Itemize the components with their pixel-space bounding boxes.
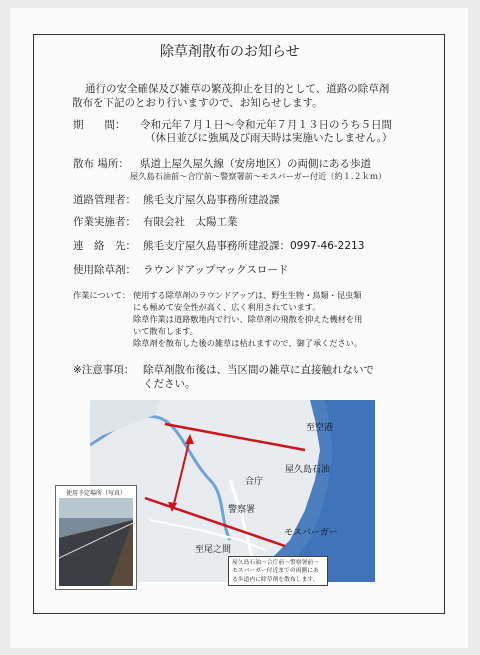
work-label: 作業について： [73,290,131,300]
herbicide-label: 使用除草剤： [73,264,136,276]
period-label: 期 間： [73,119,126,131]
site-photo [55,485,137,590]
caution-line-2: ください。 [143,378,196,390]
work-line-1: 使用する除草剤のラウンドアップは、野生生物・鳥類・昆虫類 [133,290,362,300]
label-gov: 合庁 [245,477,264,487]
map-caption: 屋久島石油～合庁前～警察署前～モスバーガー付近までの両側にある歩道内に除草剤を散布します。 [228,556,328,586]
caution-line-1: 除草剤散布後は、当区間の雑草に直接触れないで [143,364,374,376]
route-range-arrow [173,438,190,508]
intro-line-2: 散布を下記のとおり行いますので、お知らせします。 [72,97,323,109]
caution-label: ※注意事項： [73,364,135,376]
route-end-line [145,498,285,546]
place-value: 県道上屋久屋久線（安房地区）の両側にある歩道 [140,158,371,170]
place-sub: 屋久島石油前～合庁前～警察署前～モスバーガー付近（約１.２ｋｍ） [130,171,387,181]
photo-label: 使用予定場所（写真） [65,490,126,497]
place-label: 散布 場所： [73,158,129,170]
notice-title: 除草剤散布のお知らせ [160,44,300,60]
arrow-head-top [185,434,194,444]
work-line-3: 除草作業は道路敷地内で行い、除草剤の飛散を抑えた機材を用 [133,314,363,324]
manager-value: 熊毛支庁屋久島事務所建設課 [143,194,280,206]
label-mos: モスバーガー [284,528,338,538]
label-oil: 屋久島石油 [285,465,331,475]
label-police: 警察署 [228,505,256,515]
contact-label: 連 絡 先： [73,240,136,252]
label-ono: 至尾之間 [195,545,232,555]
work-line-4: いて散布します。 [133,326,198,336]
contact-value: 熊毛支庁屋久島事務所建設課：0997-46-2213 [143,240,365,252]
work-line-5: 除草剤を散布した後の雑草は枯れますので、御了承ください。 [133,338,363,348]
label-airport: 至空港 [306,423,334,433]
herbicide-value: ラウンドアップマックスロード [143,264,289,276]
manager-label: 道路管理者： [73,194,136,206]
contractor-label: 作業実施者： [73,216,136,228]
photo-image [59,498,133,586]
work-line-2: にも極めて安全性が高く、広く利用されています。 [133,302,321,312]
period-value: 令和元年７月１日～令和元年７月１３日のうち５日間 [140,119,392,131]
period-note: （休日並びに強風及び雨天時は実施いたしません。） [145,132,393,144]
land-area [90,400,160,440]
contractor-value: 有限会社 太陽工業 [143,216,238,228]
intro-line-1: 通行の安全確保及び雑草の繁茂抑止を目的として、道路の除草剤 [85,83,390,95]
